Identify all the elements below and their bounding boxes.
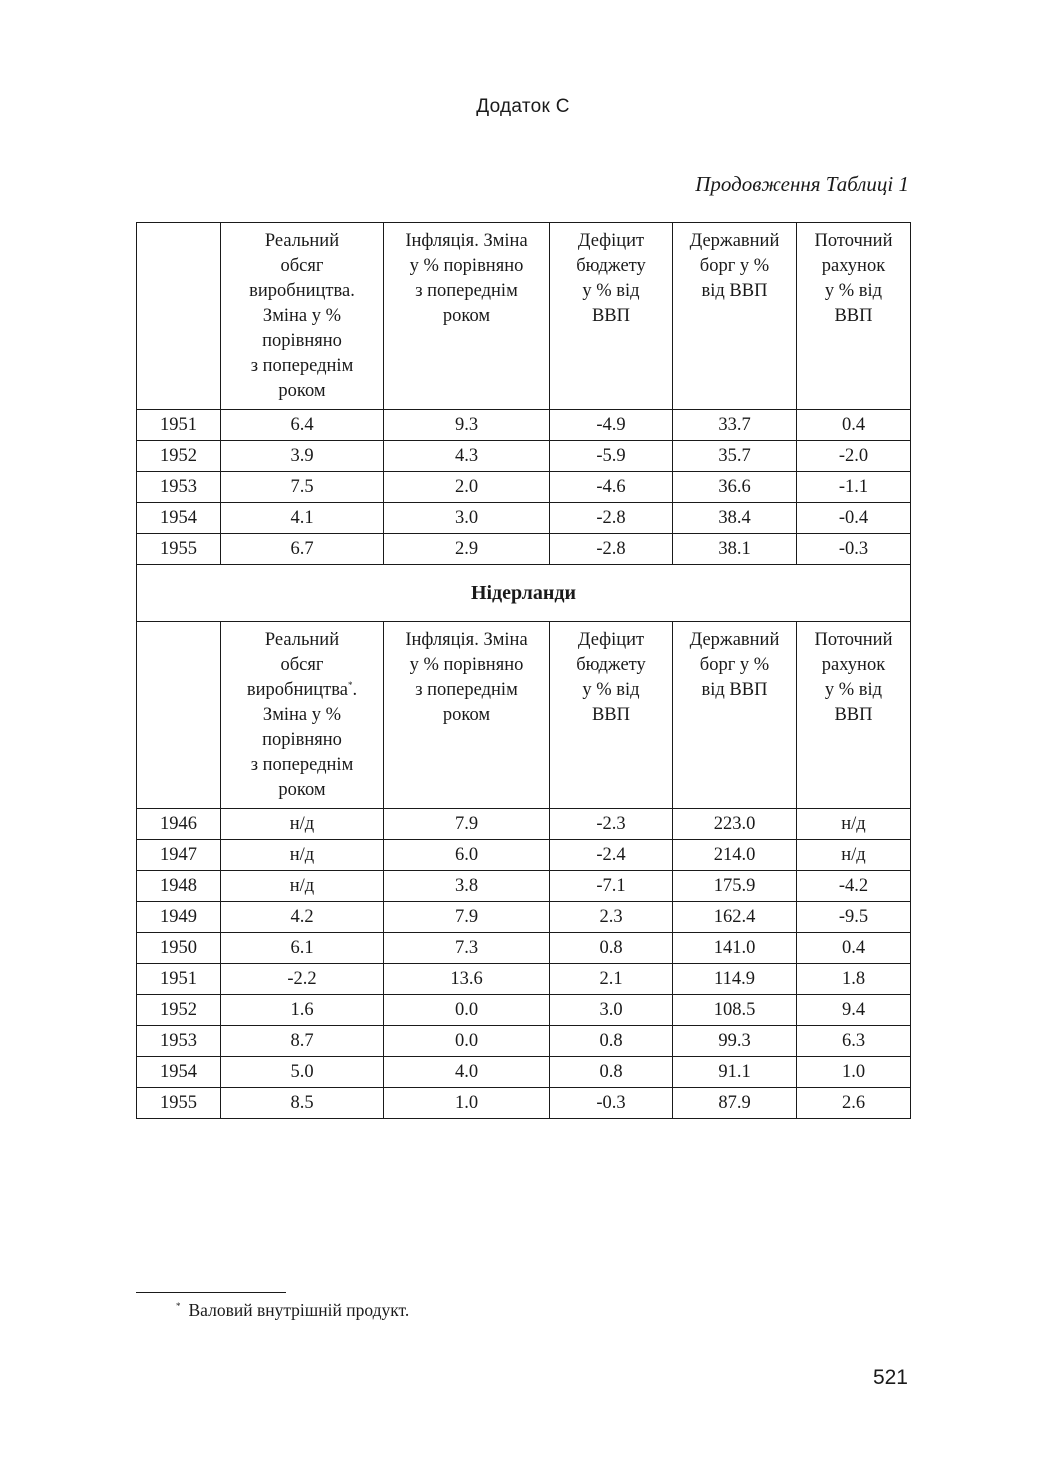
table-row bbox=[137, 840, 911, 871]
header-public-debt: Державний борг у % від ВВП bbox=[673, 223, 797, 410]
value-cell: -0.3 bbox=[550, 1088, 673, 1119]
value-cell: 33.7 bbox=[673, 410, 797, 441]
year-cell: 1953 bbox=[137, 472, 221, 503]
economic-indicators-table bbox=[136, 222, 911, 1119]
value-cell: 4.1 bbox=[221, 503, 384, 534]
table-row bbox=[137, 902, 911, 933]
year-cell: 1954 bbox=[137, 503, 221, 534]
value-cell: 0.0 bbox=[384, 995, 550, 1026]
value-cell: 6.4 bbox=[221, 410, 384, 441]
value-cell: -2.3 bbox=[550, 809, 673, 840]
header-row bbox=[137, 223, 911, 410]
table-row bbox=[137, 503, 911, 534]
header-inflation: Інфляція. Зміна у % порівняно з попереднім роком bbox=[384, 223, 550, 410]
value-cell: -2.4 bbox=[550, 840, 673, 871]
value-cell: 8.5 bbox=[221, 1088, 384, 1119]
value-cell: 3.8 bbox=[384, 871, 550, 902]
header-year bbox=[137, 622, 221, 809]
value-cell: 0.4 bbox=[797, 933, 911, 964]
value-cell: 38.1 bbox=[673, 534, 797, 565]
table-continuation-label: Продовження Таблиці 1 bbox=[695, 172, 909, 196]
year-cell: 1953 bbox=[137, 1026, 221, 1057]
table-row bbox=[137, 410, 911, 441]
value-cell: 4.3 bbox=[384, 441, 550, 472]
value-cell: 3.9 bbox=[221, 441, 384, 472]
table-row bbox=[137, 472, 911, 503]
value-cell: 3.0 bbox=[550, 995, 673, 1026]
value-cell: 0.8 bbox=[550, 933, 673, 964]
value-cell: -9.5 bbox=[797, 902, 911, 933]
value-cell: 13.6 bbox=[384, 964, 550, 995]
table-row bbox=[137, 995, 911, 1026]
value-cell: 175.9 bbox=[673, 871, 797, 902]
year-cell: 1947 bbox=[137, 840, 221, 871]
header-budget-deficit: Дефіцит бюджету у % від ВВП bbox=[550, 223, 673, 410]
value-cell: 36.6 bbox=[673, 472, 797, 503]
year-cell: 1948 bbox=[137, 871, 221, 902]
table-row bbox=[137, 933, 911, 964]
header-public-debt: Державний борг у % від ВВП bbox=[673, 622, 797, 809]
value-cell: 108.5 bbox=[673, 995, 797, 1026]
year-cell: 1955 bbox=[137, 534, 221, 565]
running-head: Додаток С bbox=[476, 96, 570, 117]
value-cell: н/д bbox=[797, 809, 911, 840]
table-row bbox=[137, 441, 911, 472]
section-title: Нідерланди bbox=[137, 565, 911, 622]
value-cell: -2.8 bbox=[550, 534, 673, 565]
year-cell: 1950 bbox=[137, 933, 221, 964]
value-cell: -1.1 bbox=[797, 472, 911, 503]
value-cell: 7.9 bbox=[384, 809, 550, 840]
table-row bbox=[137, 964, 911, 995]
value-cell: -0.3 bbox=[797, 534, 911, 565]
value-cell: 5.0 bbox=[221, 1057, 384, 1088]
value-cell: -4.6 bbox=[550, 472, 673, 503]
value-cell: 214.0 bbox=[673, 840, 797, 871]
header-real-output: Реальний обсяг виробництва*. Зміна у % порівняно з попереднім роком bbox=[221, 622, 384, 809]
value-cell: -5.9 bbox=[550, 441, 673, 472]
value-cell: н/д bbox=[221, 840, 384, 871]
value-cell: 1.0 bbox=[384, 1088, 550, 1119]
value-cell: 6.3 bbox=[797, 1026, 911, 1057]
header-current-account: Поточний рахунок у % від ВВП bbox=[797, 223, 911, 410]
header-budget-deficit: Дефіцит бюджету у % від ВВП bbox=[550, 622, 673, 809]
value-cell: 35.7 bbox=[673, 441, 797, 472]
footnote-text: Валовий внутрішній продукт. bbox=[188, 1300, 410, 1320]
header-inflation: Інфляція. Зміна у % порівняно з попереднім роком bbox=[384, 622, 550, 809]
value-cell: н/д bbox=[797, 840, 911, 871]
value-cell: 0.0 bbox=[384, 1026, 550, 1057]
value-cell: 141.0 bbox=[673, 933, 797, 964]
value-cell: 9.4 bbox=[797, 995, 911, 1026]
value-cell: 7.5 bbox=[221, 472, 384, 503]
value-cell: 9.3 bbox=[384, 410, 550, 441]
table-row bbox=[137, 871, 911, 902]
value-cell: 6.0 bbox=[384, 840, 550, 871]
value-cell: 2.0 bbox=[384, 472, 550, 503]
value-cell: 8.7 bbox=[221, 1026, 384, 1057]
value-cell: 91.1 bbox=[673, 1057, 797, 1088]
table-row bbox=[137, 1088, 911, 1119]
value-cell: 7.9 bbox=[384, 902, 550, 933]
footnote bbox=[176, 1300, 409, 1321]
value-cell: 7.3 bbox=[384, 933, 550, 964]
value-cell: 2.1 bbox=[550, 964, 673, 995]
value-cell: -2.0 bbox=[797, 441, 911, 472]
year-cell: 1954 bbox=[137, 1057, 221, 1088]
year-cell: 1951 bbox=[137, 410, 221, 441]
value-cell: 6.1 bbox=[221, 933, 384, 964]
value-cell: 87.9 bbox=[673, 1088, 797, 1119]
year-cell: 1952 bbox=[137, 995, 221, 1026]
year-cell: 1955 bbox=[137, 1088, 221, 1119]
value-cell: 223.0 bbox=[673, 809, 797, 840]
value-cell: 2.3 bbox=[550, 902, 673, 933]
year-cell: 1946 bbox=[137, 809, 221, 840]
section-row bbox=[137, 565, 911, 622]
year-cell: 1951 bbox=[137, 964, 221, 995]
table-row bbox=[137, 1026, 911, 1057]
value-cell: -7.1 bbox=[550, 871, 673, 902]
footnote-marker: * bbox=[176, 1301, 181, 1312]
value-cell: 2.6 bbox=[797, 1088, 911, 1119]
value-cell: -0.4 bbox=[797, 503, 911, 534]
table-row bbox=[137, 534, 911, 565]
value-cell: 114.9 bbox=[673, 964, 797, 995]
value-cell: 1.8 bbox=[797, 964, 911, 995]
header-real-output: Реальний обсяг виробництва. Зміна у % порівняно з попереднім роком bbox=[221, 223, 384, 410]
year-cell: 1949 bbox=[137, 902, 221, 933]
table-row bbox=[137, 809, 911, 840]
value-cell: н/д bbox=[221, 871, 384, 902]
value-cell: 4.0 bbox=[384, 1057, 550, 1088]
value-cell: 162.4 bbox=[673, 902, 797, 933]
value-cell: 6.7 bbox=[221, 534, 384, 565]
value-cell: 0.8 bbox=[550, 1026, 673, 1057]
footnote-divider bbox=[136, 1292, 286, 1293]
header-row bbox=[137, 622, 911, 809]
value-cell: -4.9 bbox=[550, 410, 673, 441]
value-cell: 0.4 bbox=[797, 410, 911, 441]
value-cell: 0.8 bbox=[550, 1057, 673, 1088]
value-cell: -4.2 bbox=[797, 871, 911, 902]
footnote-marker: * bbox=[347, 679, 353, 690]
value-cell: 1.6 bbox=[221, 995, 384, 1026]
value-cell: н/д bbox=[221, 809, 384, 840]
table-row bbox=[137, 1057, 911, 1088]
page-number: 521 bbox=[872, 1366, 908, 1389]
value-cell: 99.3 bbox=[673, 1026, 797, 1057]
value-cell: 38.4 bbox=[673, 503, 797, 534]
value-cell: 2.9 bbox=[384, 534, 550, 565]
value-cell: 3.0 bbox=[384, 503, 550, 534]
value-cell: -2.8 bbox=[550, 503, 673, 534]
value-cell: -2.2 bbox=[221, 964, 384, 995]
value-cell: 1.0 bbox=[797, 1057, 911, 1088]
value-cell: 4.2 bbox=[221, 902, 384, 933]
header-current-account: Поточний рахунок у % від ВВП bbox=[797, 622, 911, 809]
header-year bbox=[137, 223, 221, 410]
year-cell: 1952 bbox=[137, 441, 221, 472]
